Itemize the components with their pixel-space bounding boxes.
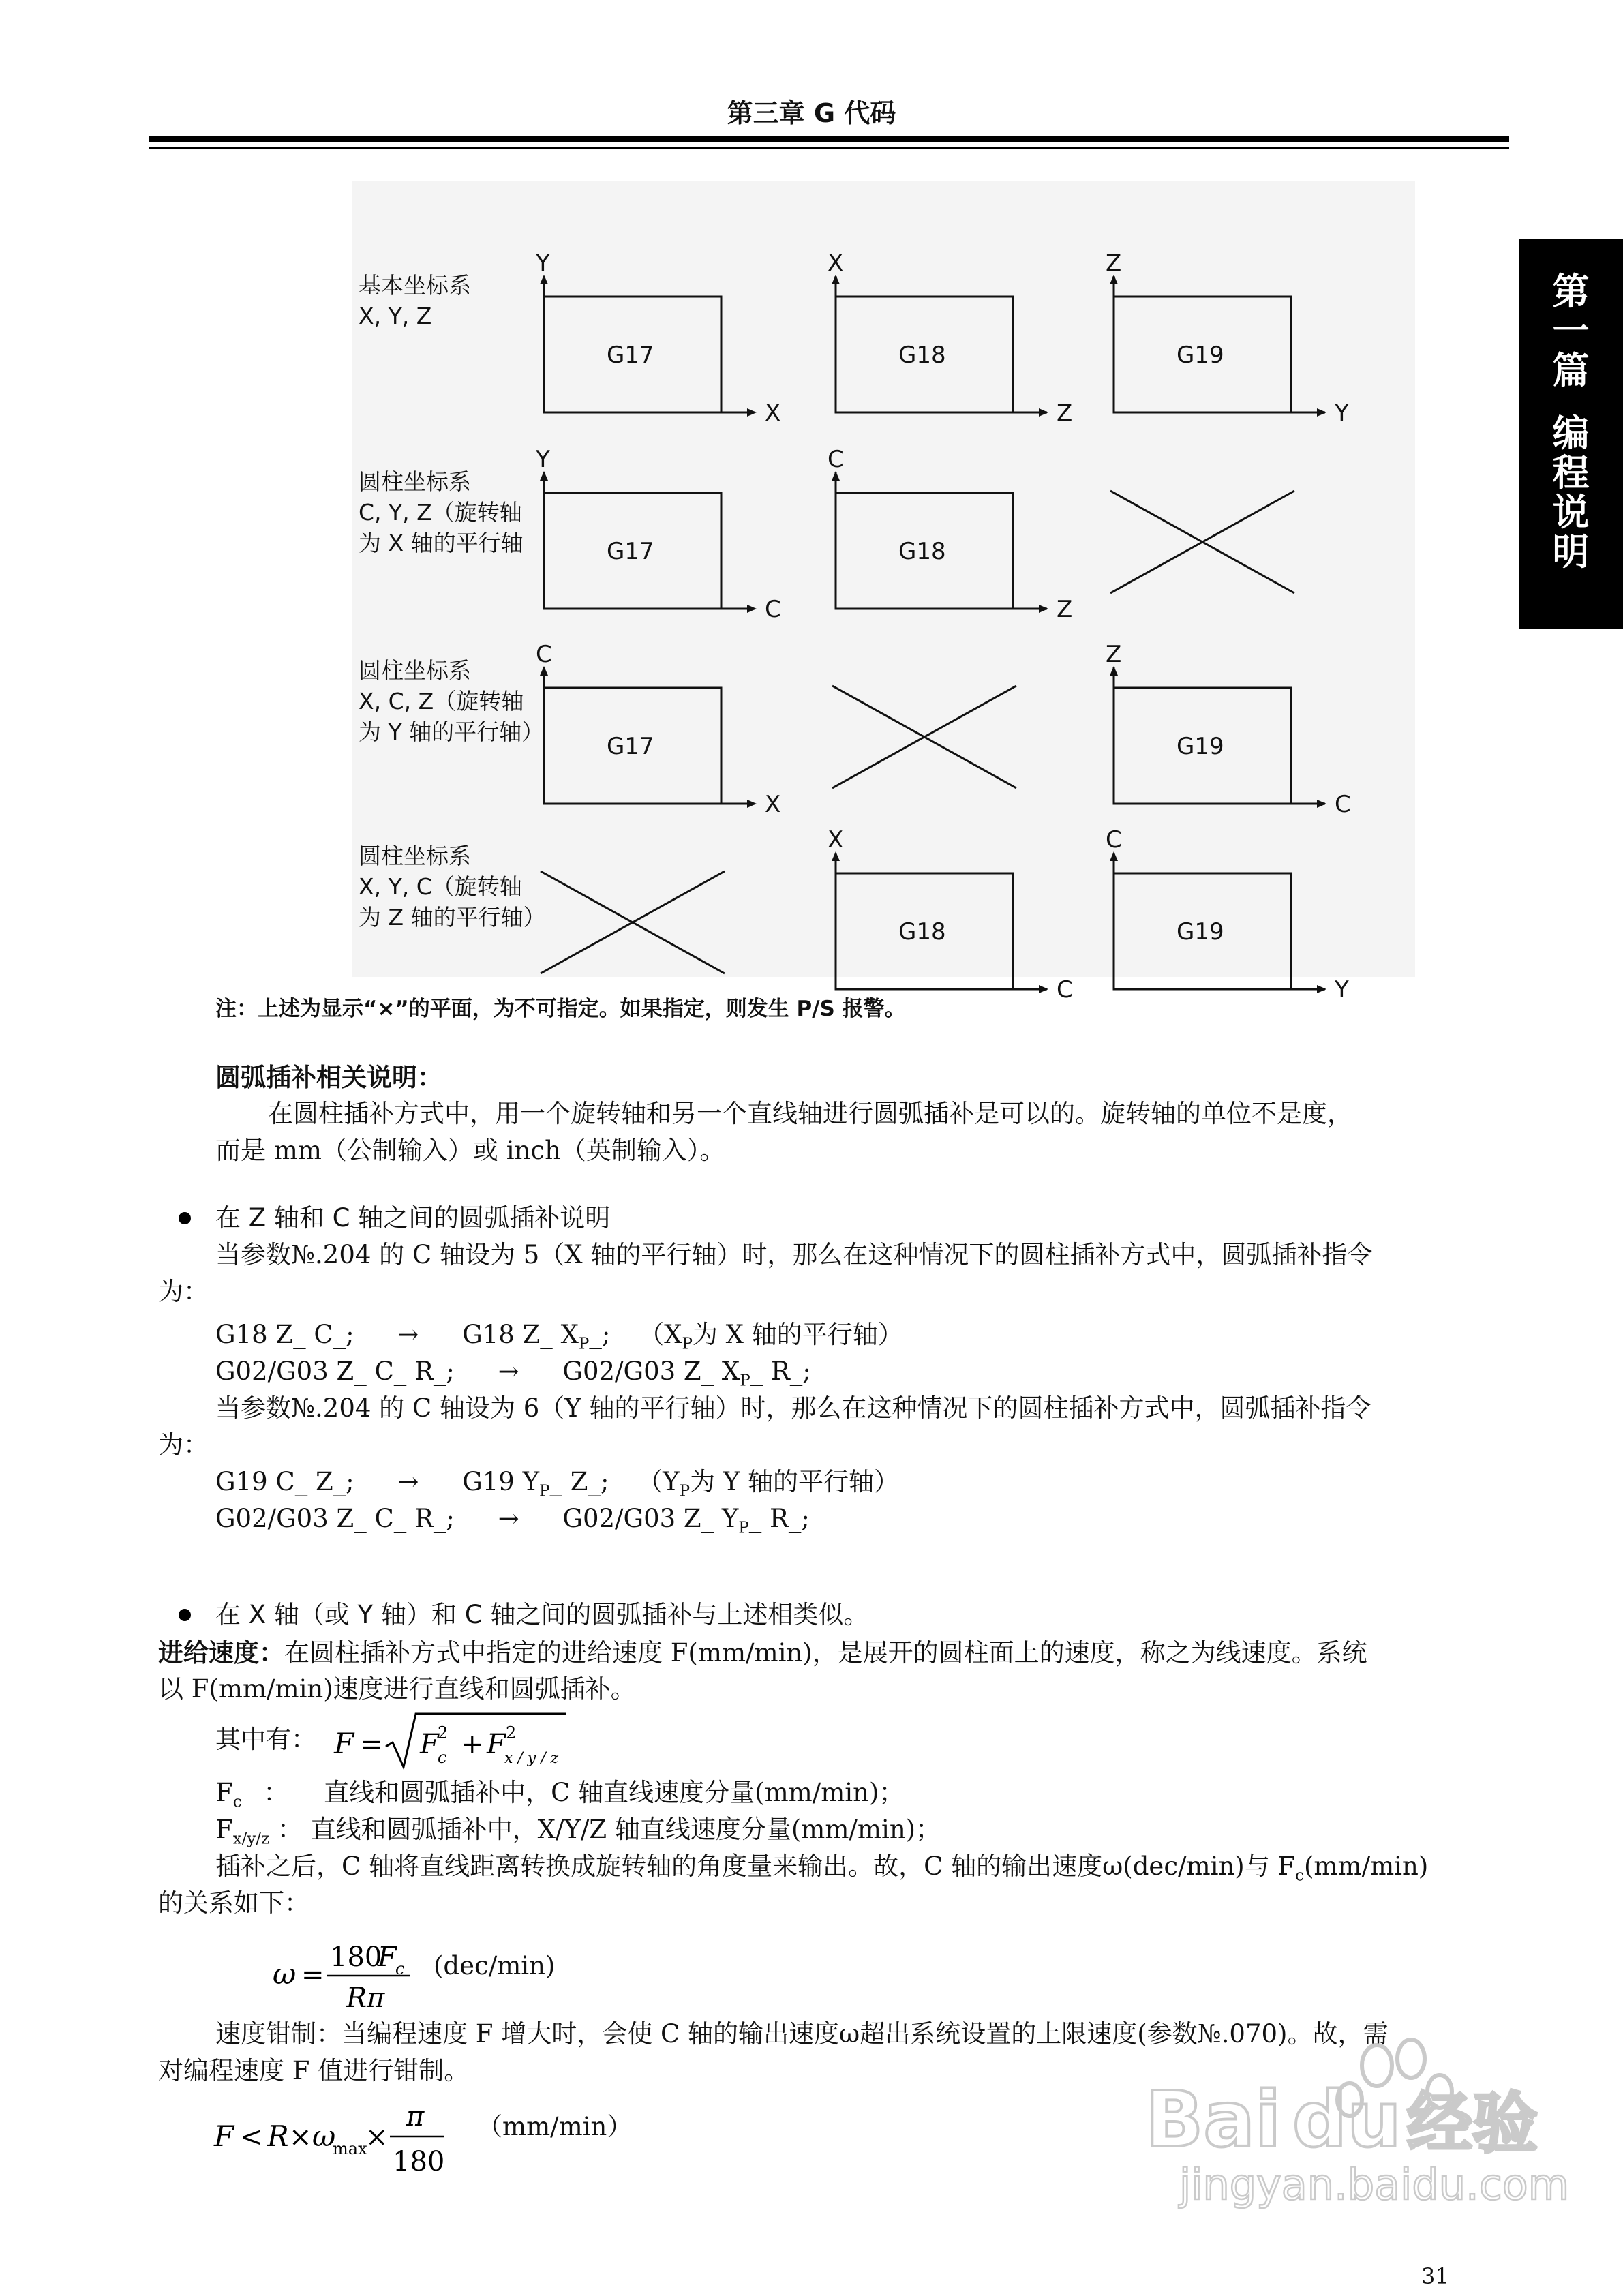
side-tab-char: 说 <box>1552 490 1590 534</box>
svg-text:R: R <box>267 2119 289 2153</box>
svg-text:c: c <box>438 1748 447 1767</box>
bullet1-para: 当参数№.204 的 C 轴设为 6（Y 轴的平行轴）时，那么在这种情况下的圆柱插补方式中，圆弧插补指令 <box>215 1393 1371 1423</box>
horizontal-axis-label: X <box>765 791 781 818</box>
vertical-axis-label: C <box>828 446 844 473</box>
bullet1-para: 当参数№.204 的 C 轴设为 5（X 轴的平行轴）时，那么在这种情况下的圆柱插补方式中，圆弧插补指令 <box>215 1240 1373 1269</box>
bullet1-para: 为： <box>158 1430 209 1460</box>
svg-text:=: = <box>301 1959 324 1991</box>
horizontal-axis-label: Z <box>1057 399 1073 427</box>
vertical-axis-label: Z <box>1106 641 1122 668</box>
vertical-axis-label: Y <box>536 446 550 473</box>
row-label: 为 Y 轴的平行轴） <box>359 719 545 745</box>
plane-cells <box>535 250 1351 1003</box>
horizontal-axis-label: C <box>765 596 781 623</box>
svg-text:F: F <box>214 2119 234 2153</box>
plane-code-label: G19 <box>1177 733 1224 760</box>
diagram-note: 注：上述为显示“×”的平面，为不可指定。如果指定，则发生 P/S 报警。 <box>215 997 906 1021</box>
svg-text:c: c <box>395 1959 405 1978</box>
clamp-unit: （mm/min） <box>477 2112 633 2141</box>
row-label: C, Y, Z（旋转轴 <box>359 499 522 526</box>
svg-text:+: + <box>461 1729 484 1760</box>
svg-text:jingyan.baidu.com: jingyan.baidu.com <box>1179 2160 1570 2209</box>
svg-text:ω: ω <box>273 1957 297 1991</box>
plane-diagram-svg <box>352 181 1415 1003</box>
side-tab-char: 篇 <box>1552 348 1590 392</box>
row-label: X, Y, Z <box>359 303 432 329</box>
feed-para: 的关系如下： <box>158 1888 309 1918</box>
side-tab-char: 编 <box>1552 411 1590 455</box>
bullet1-para: 为： <box>158 1277 209 1306</box>
feed-para: 插补之后，C 轴将直线距离转换成旋转轴的角度量来输出。故，C 轴的输出速度ω(dec/min)与 $F_c(mm/\min)$ <box>215 1852 1429 1885</box>
svg-text:×: × <box>365 2121 389 2153</box>
header-rule-thin <box>149 147 1509 149</box>
plane-code-label: G18 <box>898 918 946 946</box>
side-tab-char: 一 <box>1552 309 1590 352</box>
plane-code-label: G17 <box>607 538 654 565</box>
feed-line: 进给速度：在圆柱插补方式中指定的进给速度 F(mm/min)，是展开的圆柱面上的速度，称之为线速度。系统 <box>158 1637 1367 1667</box>
svg-text:=: = <box>360 1729 383 1760</box>
svg-text:180: 180 <box>330 1942 382 1973</box>
svg-text:F: F <box>334 1727 354 1760</box>
horizontal-axis-label: Z <box>1057 596 1073 623</box>
vertical-axis-label: X <box>828 250 844 277</box>
bullet1-title: 在 Z 轴和 C 轴之间的圆弧插补说明 <box>215 1203 611 1233</box>
horizontal-axis-label: C <box>1335 791 1351 818</box>
svg-text:ω: ω <box>312 2119 336 2153</box>
bullet2-title: 在 X 轴（或 Y 轴）和 C 轴之间的圆弧插补与上述相类似。 <box>215 1600 869 1629</box>
page-header-title: 第三章 G 代码 <box>727 98 896 128</box>
svg-text:Rπ: Rπ <box>346 1982 385 2014</box>
svg-text:经验: 经验 <box>1407 2085 1538 2162</box>
plane-code-label: G18 <box>898 538 946 565</box>
svg-text:π: π <box>406 2101 425 2132</box>
svg-text:F: F <box>487 1729 506 1760</box>
plane-code-label: G19 <box>1177 342 1224 369</box>
plane-code-label: G17 <box>607 733 654 760</box>
clamp-para: 速度钳制：当编程速度 F 增大时，会使 C 轴的输出速度ω超出系统设置的上限速度(参数№.070)。故，需 <box>215 2019 1389 2049</box>
svg-text:2: 2 <box>438 1723 449 1742</box>
row-label: 圆柱坐标系 <box>359 468 471 495</box>
formula-speed-magnitude <box>327 1704 573 1779</box>
arc-para-line: 而是 mm（公制输入）或 inch（英制输入）。 <box>215 1136 725 1165</box>
row-label: 基本坐标系 <box>359 272 471 299</box>
side-tab-char: 明 <box>1552 530 1590 573</box>
vertical-axis-label: C <box>1106 826 1122 854</box>
fxyz-definition: $F_{x/y/z}$ ： 直线和圆弧插补中，X/Y/Z 轴直线速度分量(mm/min)； <box>215 1815 941 1848</box>
feed-line: 以 F(mm/min)速度进行直线和圆弧插补。 <box>158 1674 636 1704</box>
code-line: G19 C_ Z_; → G19 $Y_P\_$ Z_; （$Y_P$为 Y 轴的平行轴） <box>215 1467 899 1500</box>
bullet-dot <box>179 1212 191 1224</box>
code-line: G02/G03 Z_ C_ R_; → G02/G03 Z_ $Y_P\_$ R_; <box>215 1504 810 1537</box>
svg-text:180: 180 <box>393 2146 445 2177</box>
horizontal-axis-label: Y <box>1335 976 1349 1003</box>
svg-text:F: F <box>420 1729 439 1760</box>
formula-prefix: 其中有： <box>215 1725 316 1754</box>
side-tab-char: 程 <box>1552 451 1590 494</box>
vertical-axis-label: Y <box>536 250 550 277</box>
plane-code-label: G18 <box>898 342 946 369</box>
bullet-dot <box>179 1609 191 1621</box>
formula-clamp <box>204 2087 491 2190</box>
vertical-axis-label: X <box>828 826 844 854</box>
vertical-axis-label: C <box>536 641 552 668</box>
clamp-para: 对编程速度 F 值进行钳制。 <box>158 2056 470 2085</box>
code-line: G02/G03 Z_ C_ R_; → G02/G03 Z_ $X_P\_$ R_; <box>215 1357 811 1390</box>
svg-text:×: × <box>289 2121 312 2153</box>
svg-text:<: < <box>240 2121 263 2153</box>
baidu-jingyan-watermark <box>1132 2038 1568 2216</box>
code-line: G18 Z_ C_; → G18 Z_ $X_P\_$; （$X_P$为 X 轴的平行轴） <box>215 1320 903 1353</box>
vertical-axis-label: Z <box>1106 250 1122 277</box>
plane-code-label: G17 <box>607 342 654 369</box>
plane-selection-diagram <box>352 181 1415 1003</box>
svg-text:Bai: Bai <box>1145 2076 1281 2164</box>
row-label: 为 Z 轴的平行轴） <box>359 904 546 931</box>
row-label: 圆柱坐标系 <box>359 657 471 684</box>
omega-unit: (dec/min) <box>434 1951 556 1980</box>
page-number: 31 <box>1421 2263 1449 2289</box>
chapter-side-tab <box>1519 239 1623 629</box>
svg-text:F: F <box>378 1942 397 1973</box>
side-tab-char: 第 <box>1552 269 1590 313</box>
svg-text:du: du <box>1292 2076 1401 2164</box>
horizontal-axis-label: Y <box>1335 399 1349 427</box>
arc-section-heading: 圆弧插补相关说明： <box>215 1062 442 1092</box>
row-label: X, Y, C（旋转轴 <box>359 873 522 900</box>
arc-para-line: 在圆柱插补方式中，用一个旋转轴和另一个直线轴进行圆弧插补是可以的。旋转轴的单位不是度， <box>268 1099 1352 1128</box>
fc-definition: $F_c$ ： 直线和圆弧插补中，C 轴直线速度分量(mm/min)； <box>215 1778 905 1811</box>
row-label: 为 X 轴的平行轴 <box>359 530 524 556</box>
svg-text:2: 2 <box>506 1723 517 1742</box>
horizontal-axis-label: C <box>1057 976 1073 1003</box>
horizontal-axis-label: X <box>765 399 781 427</box>
svg-text:max: max <box>333 2139 367 2158</box>
row-label: X, C, Z（旋转轴 <box>359 688 524 714</box>
plane-code-label: G19 <box>1177 918 1224 946</box>
row-label: 圆柱坐标系 <box>359 843 471 869</box>
svg-text:x / y / z: x / y / z <box>504 1750 559 1767</box>
header-rule-thick <box>149 136 1509 142</box>
